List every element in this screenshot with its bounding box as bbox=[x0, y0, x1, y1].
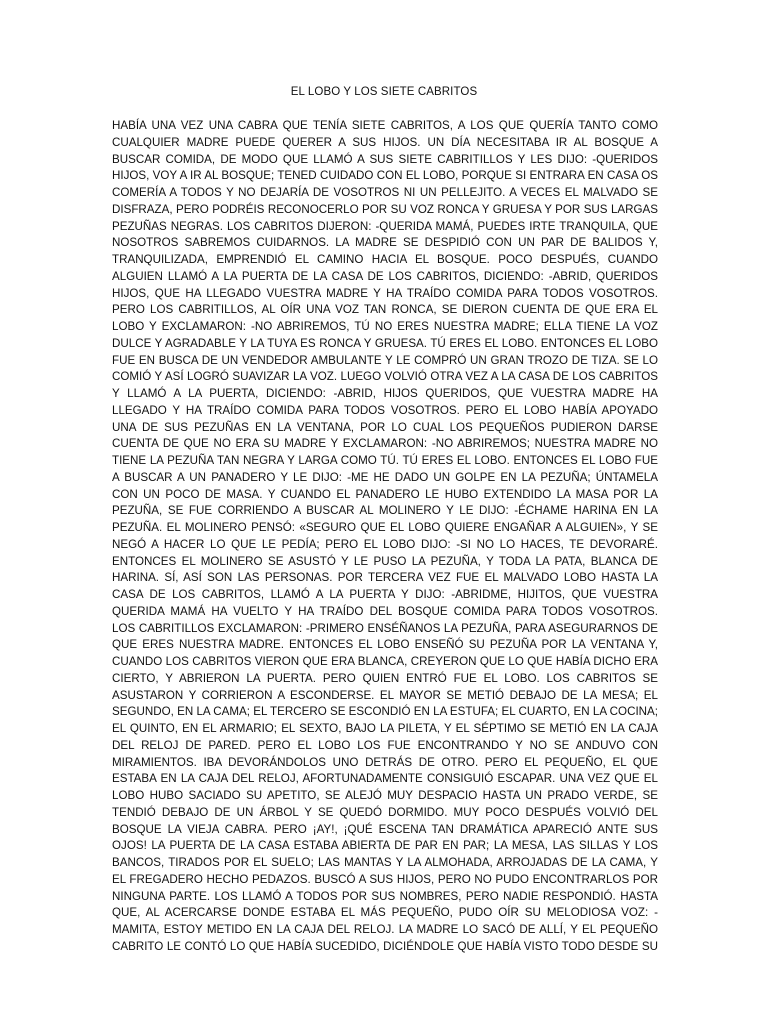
body-line: NOSOTROS SABREMOS CUIDARNOS. LA MADRE SE DESPIDIÓ CON UN PAR DE BALIDOS Y, bbox=[112, 236, 658, 250]
body-line: CUENTA DE QUE NO ERA SU MADRE Y EXCLAMARON: -NO ABRIREMOS; NUESTRA MADRE NO bbox=[112, 437, 658, 451]
body-line: COMIÓ Y ASÍ LOGRÓ SUAVIZAR LA VOZ. LUEGO VOLVIÓ OTRA VEZ A LA CASA DE LOS CABRITOS bbox=[112, 370, 658, 384]
body-line: UNA DE SUS PEZUÑAS EN LA VENTANA, POR LO CUAL LOS PEQUEÑOS PUDIERON DARSE bbox=[112, 420, 658, 434]
body-line: BUSCAR COMIDA, DE MODO QUE LLAMÓ A SUS SIETE CABRITILLOS Y LES DIJO: -QUERIDOS bbox=[112, 152, 658, 166]
body-line: QUE, AL ACERCARSE DONDE ESTABA EL MÁS PEQUEÑO, PUDO OÍR SU MELODIOSA VOZ: - bbox=[112, 906, 658, 920]
body-line: ALGUIEN LLAMÓ A LA PUERTA DE LA CASA DE LOS CABRITOS, DICIENDO: -ABRID, QUERIDOS bbox=[112, 269, 658, 283]
body-line: ENTONCES EL MOLINERO SE ASUSTÓ Y LE PUSO LA PEZUÑA, Y TODA LA PATA, BLANCA DE bbox=[112, 554, 658, 568]
body-line: QUE ERES NUESTRA MADRE. ENTONCES EL LOBO ENSEÑÓ SU PEZUÑA POR LA VENTANA Y, bbox=[112, 638, 658, 652]
body-line: CUALQUIER MADRE PUEDE QUERER A SUS HIJOS. UN DÍA NECESITABA IR AL BOSQUE A bbox=[112, 135, 658, 149]
body-line: ESTABA EN LA CAJA DEL RELOJ, AFORTUNADAMENTE CONSIGUIÓ ESCAPAR. UNA VEZ QUE EL bbox=[112, 772, 658, 786]
body-line: QUERIDA MAMÁ HA VUELTO Y HA TRAÍDO DEL BOSQUE COMIDA PARA TODOS VOSOTROS. bbox=[112, 604, 658, 618]
body-line: BANCOS, TIRADOS POR EL SUELO; LAS MANTAS Y LA ALMOHADA, ARROJADAS DE LA CAMA, Y bbox=[112, 856, 658, 869]
body-line: PERO LOS CABRITILLOS, AL OÍR UNA VOZ TAN RONCA, SE DIERON CUENTA DE QUE ERA EL bbox=[112, 303, 658, 317]
body-line: LLEGADO Y HA TRAÍDO COMIDA PARA TODOS VOSOTROS. PERO EL LOBO HABÍA APOYADO bbox=[112, 403, 658, 417]
body-line: LOBO HUBO SACIADO SU APETITO, SE ALEJÓ MUY DESPACIO HASTA UN PRADO VERDE, SE bbox=[112, 789, 658, 802]
document-body bbox=[112, 118, 658, 956]
body-line: ASUSTARON Y CORRIERON A ESCONDERSE. EL MAYOR SE METIÓ DEBAJO DE LA MESA; EL bbox=[112, 688, 658, 702]
body-line: NINGUNA PARTE. LOS LLAMÓ A TODOS POR SUS NOMBRES, PERO NADIE RESPONDIÓ. HASTA bbox=[112, 889, 658, 903]
body-line: COMERÍA A TODOS Y NO DEJARÍA DE VOSOTROS NI UN PELLEJITO. A VECES EL MALVADO SE bbox=[112, 186, 658, 199]
body-line: HIJOS, VOY A IR AL BOSQUE; TENED CUIDADO CON EL LOBO, PORQUE SI ENTRARA EN CASA OS bbox=[112, 169, 658, 183]
body-line: TIENE LA PEZUÑA TAN NEGRA Y LARGA COMO TÚ. TÚ ERES EL LOBO. ENTONCES EL LOBO FUE bbox=[112, 454, 658, 467]
body-line: LOBO Y EXCLAMARON: -NO ABRIREMOS, TÚ NO ERES NUESTRA MADRE; ELLA TIENE LA VOZ bbox=[112, 320, 658, 333]
body-line: HABÍA UNA VEZ UNA CABRA QUE TENÍA SIETE CABRITOS, A LOS QUE QUERÍA TANTO COMO bbox=[112, 119, 658, 132]
body-line: MIRAMIENTOS. IBA DEVORÁNDOLOS UNO DETRÁS DE OTRO. PERO EL PEQUEÑO, EL QUE bbox=[112, 755, 658, 769]
body-line: LOS CABRITILLOS EXCLAMARON: -PRIMERO ENSÉÑANOS LA PEZUÑA, PARA ASEGURARNOS DE bbox=[112, 621, 658, 635]
body-line: DEL RELOJ DE PARED. PERO EL LOBO LOS FUE ENCONTRANDO Y NO SE ANDUVO CON bbox=[112, 738, 658, 752]
body-line: Y LLAMÓ A LA PUERTA, DICIENDO: -ABRID, HIJOS QUERIDOS, QUE VUESTRA MADRE HA bbox=[112, 387, 658, 400]
body-line: NEGÓ A HACER LO QUE LE PEDÍA; PERO EL LOBO DIJO: -SI NO LO HACES, TE DEVORARÉ. bbox=[112, 537, 658, 551]
body-line: OJOS! LA PUERTA DE LA CASA ESTABA ABIERTA DE PAR EN PAR; LA MESA, LAS SILLAS Y LOS bbox=[112, 839, 658, 853]
body-line: TRANQUILIZADA, EMPRENDIÓ EL CAMINO HACIA EL BOSQUE. POCO DESPUÉS, CUANDO bbox=[112, 253, 658, 266]
body-line: PEZUÑAS NEGRAS. LOS CABRITOS DIJERON: -QUERIDA MAMÁ, PUEDES IRTE TRANQUILA, QUE bbox=[112, 219, 658, 233]
body-line: BOSQUE LA VIEJA CABRA. PERO ¡AY!, ¡QUÉ ESCENA TAN DRAMÁTICA APARECIÓ ANTE SUS bbox=[112, 822, 658, 836]
body-line: FUE EN BUSCA DE UN VENDEDOR AMBULANTE Y LE COMPRÓ UN GRAN TROZO DE TIZA. SE LO bbox=[112, 353, 658, 367]
body-line: CIERTO, Y ABRIERON LA PUERTA. PERO QUIEN ENTRÓ FUE EL LOBO. LOS CABRITOS SE bbox=[112, 671, 658, 685]
body-line: HIJOS, QUE HA LLEGADO VUESTRA MADRE Y HA TRAÍDO COMIDA PARA TODOS VOSOTROS. bbox=[112, 286, 658, 300]
body-line: HARINA. SÍ, ASÍ SON LAS PERSONAS. POR TERCERA VEZ FUE EL MALVADO LOBO HASTA LA bbox=[112, 571, 658, 585]
body-line: PEZUÑA. EL MOLINERO PENSÓ: «SEGURO QUE EL LOBO QUIERE ENGAÑAR A ALGUIEN», Y SE bbox=[112, 521, 658, 534]
body-line: DULCE Y AGRADABLE Y LA TUYA ES RONCA Y GRUESA. TÚ ERES EL LOBO. ENTONCES EL LOBO bbox=[112, 336, 658, 350]
body-line: PEZUÑA, SE FUE CORRIENDO A BUSCAR AL MOLINERO Y LE DIJO: -ÉCHAME HARINA EN LA bbox=[112, 504, 658, 518]
body-line: CON UN POCO DE MASA. Y CUANDO EL PANADERO LE HUBO EXTENDIDO LA MASA POR LA bbox=[112, 487, 658, 501]
body-line: TENDIÓ DEBAJO DE UN ÁRBOL Y SE QUEDÓ DORMIDO. MUY POCO DESPUÉS VOLVIÓ DEL bbox=[112, 805, 658, 819]
body-line: CASA DE LOS CABRITOS, LLAMÓ A LA PUERTA Y DIJO: -ABRIDME, HIJITOS, QUE VUESTRA bbox=[112, 588, 658, 601]
body-line: EL FREGADERO HECHO PEDAZOS. BUSCÓ A SUS HIJOS, PERO NO PUDO ENCONTRARLOS POR bbox=[112, 872, 658, 886]
body-line: EL QUINTO, EN EL ARMARIO; EL SEXTO, BAJO LA PILETA, Y EL SÉPTIMO SE METIÓ EN LA CAJA bbox=[112, 722, 658, 735]
document-title: EL LOBO Y LOS SIETE CABRITOS bbox=[290, 86, 478, 98]
body-line: MAMITA, ESTOY METIDO EN LA CAJA DEL RELOJ. LA MADRE LO SACÓ DE ALLÍ, Y EL PEQUEÑO bbox=[112, 923, 658, 936]
body-line: SEGUNDO, EN LA CAMA; EL TERCERO SE ESCONDIÓ EN LA ESTUFA; EL CUARTO, EN LA COCINA; bbox=[112, 705, 658, 719]
body-line: DISFRAZA, PERO PODRÉIS RECONOCERLO POR SU VOZ RONCA Y GRUESA Y POR SUS LARGAS bbox=[112, 202, 658, 216]
body-line: A BUSCAR A UN PANADERO Y LE DIJO: -ME HE DADO UN GOLPE EN LA PEZUÑA; ÚNTAMELA bbox=[112, 470, 658, 484]
body-line: CUANDO LOS CABRITOS VIERON QUE ERA BLANCA, CREYERON QUE LO QUE HABÍA DICHO ERA bbox=[112, 655, 658, 668]
body-line: CABRITO LE CONTÓ LO QUE HABÍA SUCEDIDO, DICIÉNDOLE QUE HABÍA VISTO TODO DESDE SU bbox=[112, 939, 658, 953]
